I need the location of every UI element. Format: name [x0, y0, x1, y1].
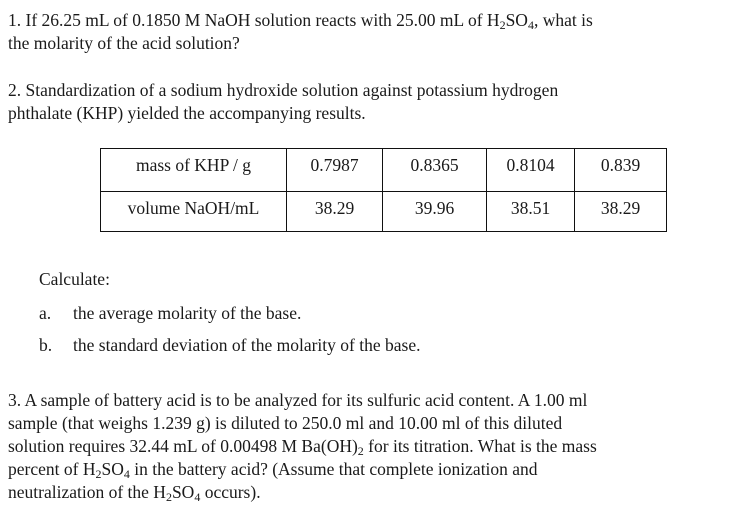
question-3 — [8, 389, 738, 504]
q3-l5-b: SO — [171, 482, 195, 502]
mass-cell-1: 0.7987 — [287, 149, 383, 192]
results-table — [100, 148, 667, 232]
question-3-line-1: 3. A sample of battery acid is to be analyzed for its sulfuric acid content. A 1.00 ml — [8, 390, 588, 410]
question-2-line-1: 2. Standardization of a sodium hydroxide solution against potassium hydrogen — [8, 80, 559, 100]
table-row-volume — [101, 192, 667, 232]
table-row-mass — [101, 149, 667, 192]
q3-l5-sub-2: 2 — [165, 490, 172, 504]
volume-cell-4: 38.29 — [575, 192, 667, 232]
part-a-text: the average molarity of the base. — [73, 303, 302, 323]
mass-cell-3: 0.8104 — [487, 149, 575, 192]
volume-cell-3: 38.51 — [487, 192, 575, 232]
part-b-text: the standard deviation of the molarity of the base. — [73, 335, 421, 355]
question-3-line-5 — [8, 481, 738, 504]
q3-l4-b: SO — [101, 459, 124, 479]
q1-text-b: SO — [505, 10, 528, 30]
q3-l4-sub-2: 2 — [95, 467, 102, 481]
part-a — [39, 302, 301, 325]
part-b-marker: b. — [39, 335, 53, 355]
mass-cell-4: 0.839 — [575, 149, 667, 192]
q3-l3-sub: 2 — [357, 444, 364, 458]
question-1 — [8, 9, 738, 55]
row-label-volume: volume NaOH/mL — [101, 192, 287, 232]
part-b — [39, 334, 420, 357]
q1-text-a: 1. If 26.25 mL of 0.1850 M NaOH solution reacts with 25.00 mL of H — [8, 10, 500, 30]
volume-cell-2: 39.96 — [383, 192, 487, 232]
q3-l4-c: in the battery acid? (Assume that complete ionization and — [129, 459, 538, 479]
question-3-line-4 — [8, 458, 738, 481]
question-3-line-2: sample (that weighs 1.239 g) is diluted to 250.0 ml and 10.00 ml of this diluted — [8, 413, 563, 433]
question-1-line-1 — [8, 9, 738, 32]
calculate-label: Calculate: — [39, 269, 110, 289]
mass-cell-2: 0.8365 — [383, 149, 487, 192]
q3-l4-sub-4: 4 — [123, 467, 130, 481]
volume-cell-1: 38.29 — [287, 192, 383, 232]
q1-text-c: , what is — [533, 10, 593, 30]
q3-l3-a: solution requires 32.44 mL of 0.00498 M Ba(OH) — [8, 436, 358, 456]
question-1-line-2: the molarity of the acid solution? — [8, 33, 240, 53]
part-a-marker: a. — [39, 303, 52, 323]
question-2-line-2: phthalate (KHP) yielded the accompanying results. — [8, 103, 366, 123]
q3-l5-sub-4: 4 — [194, 490, 201, 504]
question-2 — [8, 79, 738, 125]
q1-sub-4: 4 — [527, 18, 534, 32]
q1-sub-2: 2 — [499, 18, 506, 32]
q3-l3-b: for its titration. What is the mass — [363, 436, 597, 456]
row-label-mass: mass of KHP / g — [101, 149, 287, 192]
q3-l4-a: percent of H — [8, 459, 96, 479]
question-3-line-3 — [8, 435, 738, 458]
q3-l5-a: neutralization of the H — [8, 482, 166, 502]
q3-l5-c: occurs). — [200, 482, 261, 502]
